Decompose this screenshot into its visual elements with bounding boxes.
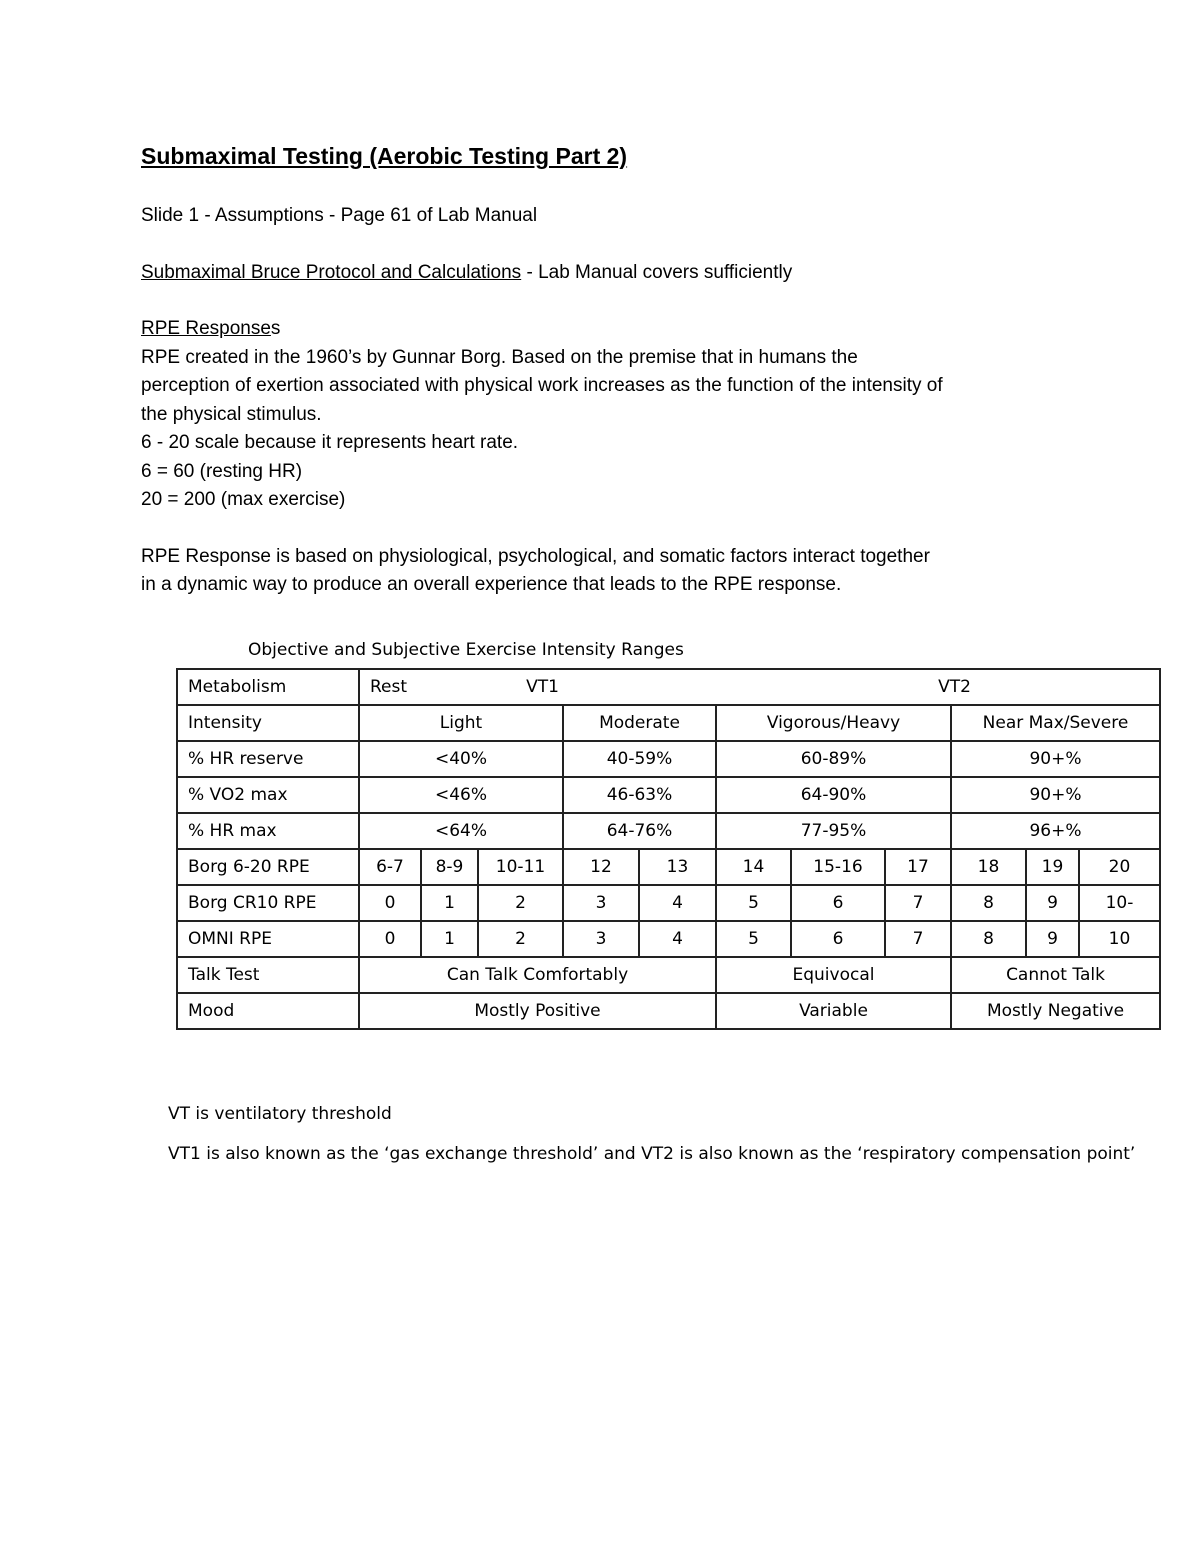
table-row-omni bbox=[177, 921, 1160, 957]
table-cell: 2 bbox=[478, 885, 563, 921]
rpe-response-line: in a dynamic way to produce an overall experience that leads to the RPE response. bbox=[141, 574, 842, 595]
table-cell: <40% bbox=[359, 741, 563, 777]
table-cell: Can Talk Comfortably bbox=[359, 957, 716, 993]
table-cell: Variable bbox=[716, 993, 951, 1029]
table-cell: 1 bbox=[421, 885, 478, 921]
note-line: VT1 is also known as the ‘gas exchange threshold’ and VT2 is also known as the ‘respiratory compensation point’ bbox=[168, 1144, 1136, 1164]
rpe-response-paragraph bbox=[141, 543, 1071, 600]
row-header: % VO2 max bbox=[177, 777, 359, 813]
table-cell: 90+% bbox=[951, 777, 1160, 813]
table-cell: 3 bbox=[563, 921, 639, 957]
metabolism-vt1: VT1 bbox=[526, 677, 560, 697]
rpe-line: the physical stimulus. bbox=[141, 403, 322, 425]
bruce-protocol-link[interactable]: Submaximal Bruce Protocol and Calculations bbox=[141, 261, 522, 283]
table-cell: Cannot Talk bbox=[951, 957, 1160, 993]
table-cell: 5 bbox=[716, 921, 791, 957]
page-title: Submaximal Testing (Aerobic Testing Part 2) bbox=[141, 143, 628, 169]
table-cell: 46-63% bbox=[563, 777, 716, 813]
table-cell: 8 bbox=[951, 885, 1026, 921]
row-header: % HR reserve bbox=[177, 741, 359, 777]
rpe-line: 6 = 60 (resting HR) bbox=[141, 460, 303, 482]
row-header: Borg CR10 RPE bbox=[177, 885, 359, 921]
table-cell: 17 bbox=[885, 849, 951, 885]
table-cell: 10-11 bbox=[478, 849, 563, 885]
table-cell: 96+% bbox=[951, 813, 1160, 849]
rpe-heading-underlined: RPE Response bbox=[141, 318, 271, 339]
table-cell: Equivocal bbox=[716, 957, 951, 993]
table-cell: 60-89% bbox=[716, 741, 951, 777]
rpe-line: perception of exertion associated with physical work increases as the function of the intensity of bbox=[141, 375, 943, 396]
table-cell: 3 bbox=[563, 885, 639, 921]
table-row-mood bbox=[177, 993, 1160, 1029]
table-row-hr-reserve bbox=[177, 741, 1160, 777]
table-cell: 6-7 bbox=[359, 849, 421, 885]
bruce-rest-text: - Lab Manual covers sufficiently bbox=[521, 261, 793, 283]
table-cell: 19 bbox=[1026, 849, 1079, 885]
table-cell: 14 bbox=[716, 849, 791, 885]
rpe-section bbox=[141, 315, 1071, 515]
note-line: VT is ventilatory threshold bbox=[168, 1104, 392, 1124]
table-cell: 5 bbox=[716, 885, 791, 921]
table-cell: 9 bbox=[1026, 921, 1079, 957]
row-header: Mood bbox=[177, 993, 359, 1029]
intensity-table-figure bbox=[176, 636, 1160, 1030]
row-header: Talk Test bbox=[177, 957, 359, 993]
rpe-heading-tail: s bbox=[270, 318, 281, 339]
table-cell: 64-76% bbox=[563, 813, 716, 849]
table-cell: 8 bbox=[951, 921, 1026, 957]
table-row-borg-6-20 bbox=[177, 849, 1160, 885]
table-row-vo2max bbox=[177, 777, 1160, 813]
table-cell: 7 bbox=[885, 921, 951, 957]
table-cell: 10 bbox=[1079, 921, 1160, 957]
table-cell: 1 bbox=[421, 921, 478, 957]
table-cell: 6 bbox=[791, 921, 885, 957]
table-cell: Mostly Positive bbox=[359, 993, 716, 1029]
table-row-talk-test bbox=[177, 957, 1160, 993]
metabolism-rest: Rest bbox=[370, 677, 408, 697]
row-header: Intensity bbox=[177, 705, 359, 741]
metabolism-vt2: VT2 bbox=[938, 677, 971, 697]
table-caption: Objective and Subjective Exercise Intensity Ranges bbox=[248, 640, 684, 660]
rpe-line: 20 = 200 (max exercise) bbox=[141, 489, 346, 510]
table-cell: 9 bbox=[1026, 885, 1079, 921]
table-cell: 10- bbox=[1079, 885, 1160, 921]
table-cell: Mostly Negative bbox=[951, 993, 1160, 1029]
table-cell: 13 bbox=[639, 849, 716, 885]
document-body bbox=[141, 140, 1071, 628]
table-cell: 7 bbox=[885, 885, 951, 921]
table-cell: 8-9 bbox=[421, 849, 478, 885]
table-cell: 4 bbox=[639, 885, 716, 921]
table-row-hr-max bbox=[177, 813, 1160, 849]
intensity-table bbox=[176, 668, 1161, 1030]
table-cell: 77-95% bbox=[716, 813, 951, 849]
table-cell: 90+% bbox=[951, 741, 1160, 777]
bruce-line bbox=[141, 259, 1071, 288]
table-cell: Near Max/Severe bbox=[951, 705, 1160, 741]
rpe-heading bbox=[141, 315, 1071, 344]
table-row-borg-cr10 bbox=[177, 885, 1160, 921]
row-header: Metabolism bbox=[177, 669, 359, 705]
table-cell: 6 bbox=[791, 885, 885, 921]
table-cell: 12 bbox=[563, 849, 639, 885]
table-cell: 40-59% bbox=[563, 741, 716, 777]
row-header: % HR max bbox=[177, 813, 359, 849]
table-cell: 4 bbox=[639, 921, 716, 957]
table-cell: 2 bbox=[478, 921, 563, 957]
rpe-line: RPE created in the 1960’s by Gunnar Borg. Based on the premise that in humans the bbox=[141, 346, 858, 368]
table-cell: Light bbox=[359, 705, 563, 741]
threshold-notes bbox=[168, 1094, 1135, 1174]
row-header: Borg 6-20 RPE bbox=[177, 849, 359, 885]
rpe-line: 6 - 20 scale because it represents heart rate. bbox=[141, 432, 519, 453]
table-cell: 64-90% bbox=[716, 777, 951, 813]
table-cell: Vigorous/Heavy bbox=[716, 705, 951, 741]
table-cell: Moderate bbox=[563, 705, 716, 741]
table-cell: 18 bbox=[951, 849, 1026, 885]
metabolism-cell bbox=[359, 669, 1160, 705]
slide1-line: Slide 1 - Assumptions - Page 61 of Lab Manual bbox=[141, 205, 538, 226]
table-cell: 0 bbox=[359, 921, 421, 957]
table-cell: 0 bbox=[359, 885, 421, 921]
table-row-metabolism bbox=[177, 669, 1160, 705]
table-cell: <46% bbox=[359, 777, 563, 813]
table-cell: 15-16 bbox=[791, 849, 885, 885]
row-header: OMNI RPE bbox=[177, 921, 359, 957]
rpe-response-line: RPE Response is based on physiological, psychological, and somatic factors interact together bbox=[141, 545, 930, 567]
table-cell: 20 bbox=[1079, 849, 1160, 885]
table-cell: <64% bbox=[359, 813, 563, 849]
table-row-intensity bbox=[177, 705, 1160, 741]
